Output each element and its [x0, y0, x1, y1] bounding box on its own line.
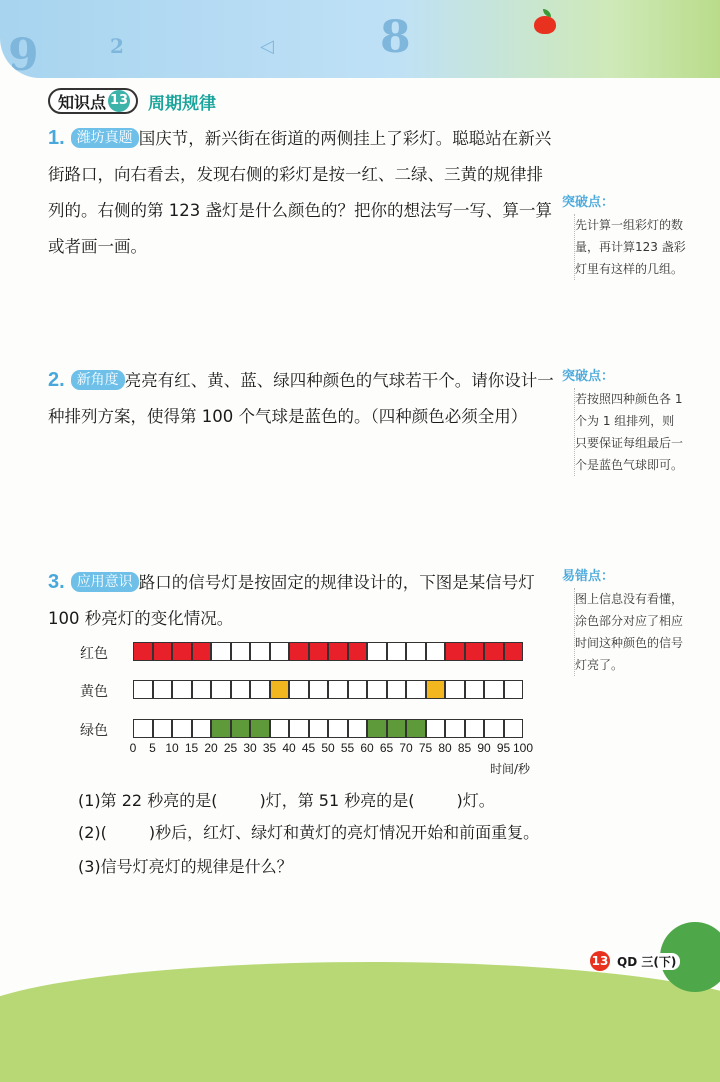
- grid-cell: [367, 642, 387, 661]
- grid-cell: [270, 642, 290, 661]
- grid-cell: [426, 642, 446, 661]
- row-label: 黄色: [80, 684, 108, 700]
- knowledge-point-title: 周期规律: [148, 93, 217, 114]
- sub-question-1: [78, 788, 495, 814]
- x-axis-unit: 时间/秒: [490, 762, 531, 776]
- row-label: 红色: [80, 646, 108, 662]
- question-tag: 应用意识: [71, 572, 139, 592]
- x-tick-label: 5: [149, 741, 156, 755]
- lit-cell: [504, 642, 524, 661]
- lit-cell: [367, 719, 387, 738]
- hint-2: [562, 366, 686, 476]
- grid-cell: [309, 719, 329, 738]
- decorative-triangle: ◁: [260, 36, 274, 57]
- hint-3: [562, 566, 686, 676]
- grid-cell: [406, 642, 426, 661]
- lit-cell: [172, 642, 192, 661]
- x-tick-label: 50: [321, 741, 335, 755]
- sub-question-text: )灯。: [456, 791, 495, 810]
- lit-cell: [406, 719, 426, 738]
- lit-cell: [211, 719, 231, 738]
- decorative-digit: 2: [110, 34, 124, 58]
- lit-cell: [231, 719, 251, 738]
- hint-title: 突破点：: [562, 195, 615, 210]
- grid-cell: [465, 719, 485, 738]
- header-banner: [0, 0, 720, 78]
- book-label: QD 三(下): [613, 953, 680, 970]
- lit-cell: [465, 642, 485, 661]
- grid-cell: [367, 680, 387, 699]
- page-footer: [590, 951, 680, 971]
- x-tick-label: 15: [184, 741, 199, 755]
- lit-cell: [445, 642, 465, 661]
- x-tick-label: 70: [399, 741, 413, 755]
- lit-cell: [133, 642, 153, 661]
- sub-question-3: [78, 854, 293, 880]
- grid-cell: [270, 719, 290, 738]
- question-number: 3.: [48, 571, 65, 593]
- footer-decoration: [0, 962, 720, 1082]
- lit-cell: [426, 680, 446, 699]
- grid-cell: [504, 719, 524, 738]
- grid-cell: [211, 642, 231, 661]
- grid-cell: [504, 680, 524, 699]
- grid-cell: [445, 719, 465, 738]
- grid-cell: [192, 719, 212, 738]
- lit-cell: [484, 642, 504, 661]
- question-text: 路口的信号灯是按固定的规律设计的，下图是某信号灯 100 秒亮灯的变化情况。: [48, 573, 535, 628]
- x-tick-label: 60: [360, 741, 374, 755]
- hint-text: 若按照四种颜色各 1 个为 1 组排列，则只要保证每组最后一个是蓝色气球即可。: [574, 388, 686, 476]
- x-tick-label: 0: [129, 741, 137, 755]
- sub-question-text: )秒后，红灯、绿灯和黄灯的亮灯情况开始和前面重复。: [148, 823, 540, 842]
- knowledge-point-header: [48, 88, 216, 114]
- x-tick-label: 65: [379, 741, 394, 755]
- grid-cell: [348, 680, 368, 699]
- apple-icon: [534, 16, 556, 34]
- grid-cell: [484, 680, 504, 699]
- hint-text: 先计算一组彩灯的数量，再计算123 盏彩灯里有这样的几组。: [574, 214, 686, 280]
- question-tag: 潍坊真题: [71, 128, 139, 148]
- grid-cell: [387, 680, 407, 699]
- sub-question-text: (1)第 22 秒亮的是(: [78, 791, 218, 810]
- hint-title: 易错点：: [562, 569, 615, 584]
- x-tick-label: 30: [243, 741, 257, 755]
- x-tick-label: 75: [418, 741, 433, 755]
- grid-cell: [289, 719, 309, 738]
- lit-cell: [192, 642, 212, 661]
- grid-cell: [484, 719, 504, 738]
- grid-cell: [406, 680, 426, 699]
- lit-cell: [250, 719, 270, 738]
- knowledge-point-label: 知识点: [58, 92, 107, 112]
- x-tick-label: 95: [496, 741, 511, 755]
- hint-1: [562, 192, 686, 280]
- grid-cell: [153, 680, 173, 699]
- sub-question-2: [78, 820, 539, 846]
- page-number: 13: [590, 951, 610, 971]
- x-tick-label: 55: [340, 741, 355, 755]
- grid-cell: [426, 719, 446, 738]
- grid-cell: [192, 680, 212, 699]
- hint-text: 图上信息没有看懂，涂色部分对应了相应时间这种颜色的信号灯亮了。: [574, 588, 686, 676]
- question-2: [48, 362, 558, 435]
- lit-cell: [270, 680, 290, 699]
- grid-cell: [309, 680, 329, 699]
- question-tag: 新角度: [71, 370, 125, 390]
- question-3: [48, 564, 558, 637]
- lit-cell: [328, 642, 348, 661]
- knowledge-point-number: 13: [108, 90, 130, 112]
- question-text: 亮亮有红、黄、蓝、绿四种颜色的气球若干个。请你设计一种排列方案，使得第 100 个气球是蓝色的。（四种颜色必须全用）: [48, 371, 554, 426]
- grid-cell: [250, 680, 270, 699]
- question-text: 国庆节，新兴街在街道的两侧挂上了彩灯。聪聪站在新兴街路口，向右看去，发现右侧的彩灯是按一红、二绿、三黄的规律排列的。右侧的第 123 盏灯是什么颜色的？把你的想法写一写、算一算或者画一画。: [48, 129, 552, 256]
- grid-cell: [133, 680, 153, 699]
- grid-cell: [211, 680, 231, 699]
- grid-cell: [172, 680, 192, 699]
- grid-cell: [172, 719, 192, 738]
- decorative-digit: 8: [380, 12, 411, 63]
- question-number: 2.: [48, 369, 65, 391]
- grid-cell: [445, 680, 465, 699]
- lit-cell: [309, 642, 329, 661]
- lit-cell: [289, 642, 309, 661]
- x-tick-label: 90: [477, 741, 491, 755]
- grid-cell: [153, 719, 173, 738]
- x-tick-label: 85: [457, 741, 472, 755]
- grid-cell: [231, 680, 251, 699]
- decorative-digit: 9: [8, 30, 39, 78]
- hint-title: 突破点：: [562, 369, 615, 384]
- question-1: [48, 120, 558, 265]
- grid-cell: [250, 642, 270, 661]
- grid-cell: [133, 719, 153, 738]
- row-label: 绿色: [80, 723, 108, 739]
- grid-cell: [289, 680, 309, 699]
- x-tick-label: 25: [223, 741, 238, 755]
- x-tick-label: 40: [282, 741, 296, 755]
- grid-cell: [328, 680, 348, 699]
- grid-cell: [348, 719, 368, 738]
- question-number: 1.: [48, 127, 65, 149]
- x-tick-label: 80: [438, 741, 452, 755]
- x-tick-label: 20: [204, 741, 218, 755]
- knowledge-point-badge: [48, 88, 138, 114]
- sub-question-text: (3)信号灯亮灯的规律是什么？: [78, 857, 293, 876]
- grid-cell: [231, 642, 251, 661]
- grid-cell: [328, 719, 348, 738]
- lit-cell: [153, 642, 173, 661]
- grid-cell: [387, 642, 407, 661]
- x-tick-label: 35: [262, 741, 277, 755]
- x-tick-label: 45: [301, 741, 316, 755]
- x-tick-label: 100: [512, 741, 534, 755]
- lit-cell: [348, 642, 368, 661]
- x-tick-label: 10: [165, 741, 179, 755]
- grid-cell: [465, 680, 485, 699]
- lit-cell: [387, 719, 407, 738]
- sub-question-text: (2)(: [78, 823, 107, 842]
- sub-question-text: )灯，第 51 秒亮的是(: [259, 791, 415, 810]
